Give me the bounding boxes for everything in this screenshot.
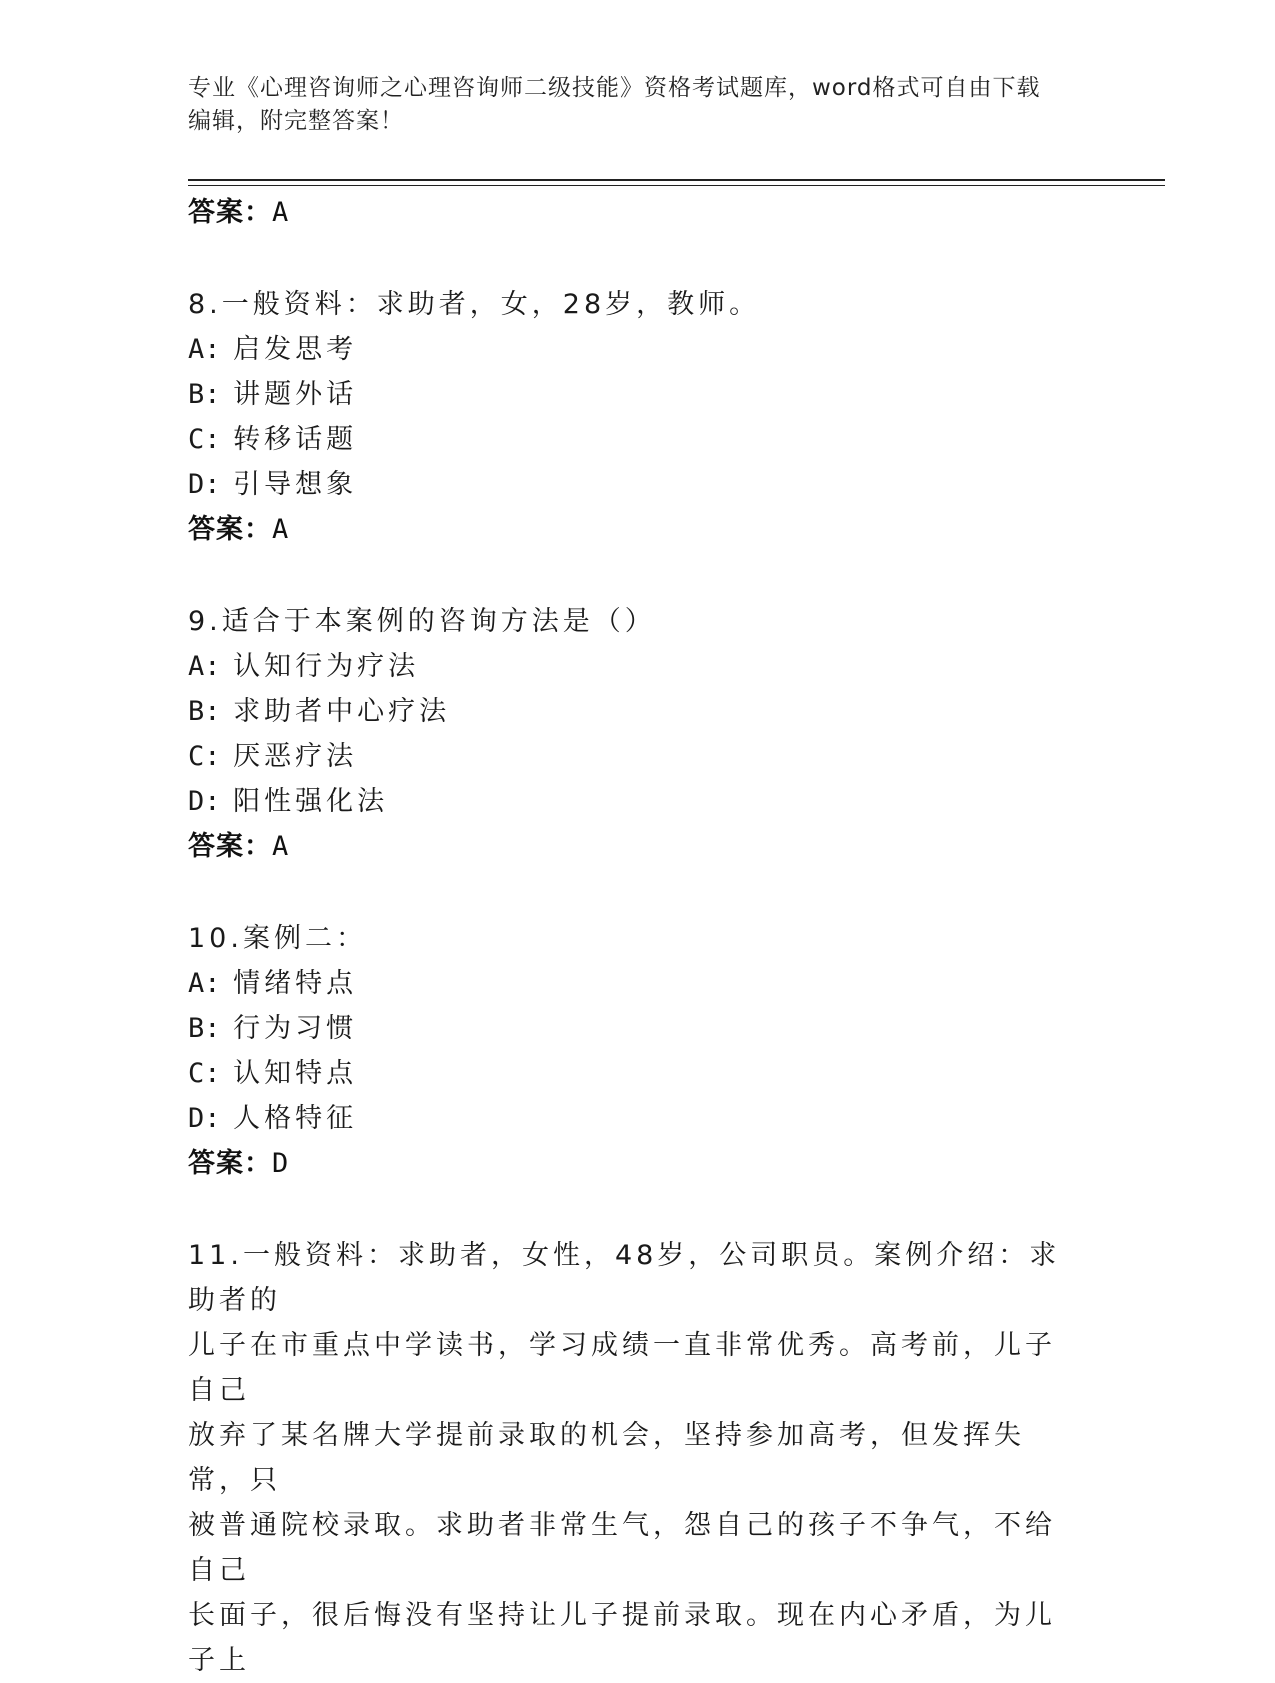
option-text: 讲题外话: [233, 379, 358, 410]
option-key: B:: [188, 1013, 221, 1044]
option-text: 情绪特点: [233, 968, 358, 999]
option-key: D:: [188, 469, 221, 500]
question-title: 8.一般资料：求助者，女，28岁，教师。: [188, 289, 761, 320]
option-a: [188, 644, 1088, 689]
answer: [188, 1141, 1088, 1186]
answer-label: 答案：: [188, 514, 272, 545]
option-text: 行为习惯: [233, 1013, 358, 1044]
answer-value: A: [272, 831, 290, 862]
answer-label: 答案：: [188, 197, 272, 228]
option-text: 认知特点: [233, 1058, 358, 1089]
answer-value: A: [272, 514, 290, 545]
option-key: A:: [188, 334, 221, 365]
option-c: [188, 734, 1088, 779]
question-block-8: [188, 282, 1088, 552]
option-text: 人格特征: [233, 1103, 358, 1134]
header-divider-thick: [188, 179, 1165, 181]
option-text: 引导想象: [233, 469, 358, 500]
option-b: [188, 1006, 1088, 1051]
option-key: C:: [188, 1058, 221, 1089]
option-text: 厌恶疗法: [233, 741, 358, 772]
question-11-line-4: 被普通院校录取。求助者非常生气，怨自己的孩子不争气，不给自己: [188, 1510, 1056, 1586]
option-text: 认知行为疗法: [233, 651, 420, 682]
option-d: [188, 779, 1088, 824]
question-11-line-5: 长面子，很后悔没有坚持让儿子提前录取。现在内心矛盾，为儿子上: [188, 1600, 1056, 1676]
document-header: [188, 72, 1088, 138]
answer-prev: [188, 190, 1088, 235]
option-text: 启发思考: [233, 334, 358, 365]
option-key: A:: [188, 651, 221, 682]
question-11-line-3: 放弃了某名牌大学提前录取的机会，坚持参加高考，但发挥失常，只: [188, 1420, 1025, 1496]
question-title: 9.适合于本案例的咨询方法是（）: [188, 606, 656, 637]
document-body: [188, 190, 1088, 1683]
option-key: C:: [188, 741, 221, 772]
question-block-9: [188, 599, 1088, 869]
option-d: [188, 1096, 1088, 1141]
header-line-2: 编辑，附完整答案！: [188, 108, 404, 134]
question-block-10: [188, 916, 1088, 1186]
answer-label: 答案：: [188, 831, 272, 862]
option-b: [188, 372, 1088, 417]
option-c: [188, 417, 1088, 462]
option-key: C:: [188, 424, 221, 455]
answer-value: D: [272, 1148, 290, 1179]
answer-value: A: [272, 197, 290, 228]
header-divider-thin: [188, 185, 1165, 186]
question-11-line-2: 儿子在市重点中学读书，学习成绩一直非常优秀。高考前，儿子自己: [188, 1330, 1056, 1406]
option-key: A:: [188, 968, 221, 999]
answer: [188, 507, 1088, 552]
question-11-line-1: 11.一般资料：求助者，女性，48岁，公司职员。案例介绍：求助者的: [188, 1240, 1061, 1316]
option-key: B:: [188, 379, 221, 410]
option-text: 阳性强化法: [233, 786, 389, 817]
option-a: [188, 961, 1088, 1006]
option-text: 转移话题: [233, 424, 358, 455]
option-a: [188, 327, 1088, 372]
option-c: [188, 1051, 1088, 1096]
option-key: D:: [188, 1103, 221, 1134]
answer-label: 答案：: [188, 1148, 272, 1179]
option-b: [188, 689, 1088, 734]
option-d: [188, 462, 1088, 507]
option-text: 求助者中心疗法: [233, 696, 451, 727]
option-key: D:: [188, 786, 221, 817]
question-title: 10.案例二：: [188, 923, 367, 954]
option-key: B:: [188, 696, 221, 727]
answer: [188, 824, 1088, 869]
question-block-11: [188, 1233, 1068, 1683]
header-line-1: 专业《心理咨询师之心理咨询师二级技能》资格考试题库，word格式可自由下载: [188, 75, 1041, 101]
